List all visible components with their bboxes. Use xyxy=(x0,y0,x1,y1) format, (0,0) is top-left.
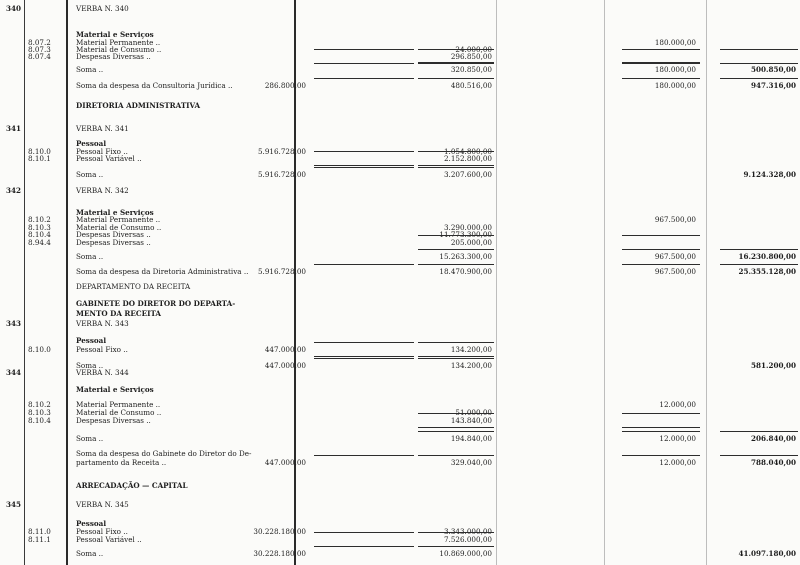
amount-col-2: 15.263.300,00 xyxy=(439,252,492,261)
amount-total: 9.124.328,00 xyxy=(743,170,796,179)
table-row xyxy=(0,238,800,248)
item-description: Material Permanente .. xyxy=(76,215,161,224)
amount-col-1: 30.228.180,00 xyxy=(253,549,306,558)
amount-col-2: 296.850,00 xyxy=(450,52,492,61)
amount-col-3: 967.500,00 xyxy=(654,252,696,261)
table-row xyxy=(0,458,800,468)
sum-rule xyxy=(314,167,414,168)
table-row xyxy=(0,535,800,545)
account-code: 8.10.0 xyxy=(28,345,51,354)
sum-rule xyxy=(622,249,700,250)
account-code: 8.10.4 xyxy=(28,230,51,239)
table-row xyxy=(0,416,800,426)
item-description: Material de Consumo .. xyxy=(76,45,162,54)
amount-col-1: 447.000,00 xyxy=(264,345,306,354)
item-description: Pessoal Fixo .. xyxy=(76,527,128,536)
item-description: Material e Serviços xyxy=(76,30,154,39)
amount-col-2: 3.290.000,00 xyxy=(443,223,492,232)
item-description: VERBA N. 341 xyxy=(76,124,129,133)
item-description: Despesas Diversas .. xyxy=(76,238,151,247)
sum-rule xyxy=(622,427,700,428)
sum-rule xyxy=(418,431,494,432)
sum-rule xyxy=(418,358,494,359)
sum-rule xyxy=(418,167,494,168)
table-row xyxy=(0,252,800,262)
table-row xyxy=(0,549,800,559)
sum-rule xyxy=(314,264,414,265)
table-row xyxy=(0,186,800,196)
table-row xyxy=(0,267,800,277)
item-description: Soma da despesa do Gabinete do Diretor do De- xyxy=(76,449,252,458)
table-row xyxy=(0,154,800,164)
item-description: Pessoal Fixo .. xyxy=(76,147,128,156)
account-code: 8.10.0 xyxy=(28,147,51,156)
sum-rule xyxy=(720,49,798,50)
amount-total: 206.840,00 xyxy=(750,434,796,443)
table-row xyxy=(0,345,800,355)
item-description: Material Permanente .. xyxy=(76,38,161,47)
verba-number: 341 xyxy=(6,124,22,133)
account-code: 8.10.4 xyxy=(28,416,51,425)
sum-rule xyxy=(418,532,494,533)
table-row xyxy=(0,434,800,444)
item-description: Material e Serviços xyxy=(76,208,154,217)
item-description: Soma .. xyxy=(76,65,104,74)
sum-rule xyxy=(418,455,494,456)
sum-rule xyxy=(314,165,414,166)
amount-col-2: 329.040,00 xyxy=(450,458,492,467)
table-row xyxy=(0,500,800,510)
amount-col-3: 967.500,00 xyxy=(654,267,696,276)
table-row xyxy=(0,299,800,309)
sum-rule xyxy=(622,431,700,432)
verba-number: 343 xyxy=(6,319,22,328)
sum-rule xyxy=(720,431,798,432)
item-description: Soma da despesa da Consultoria Jurídica .. xyxy=(76,81,233,90)
sum-rule xyxy=(418,413,494,414)
sum-rule xyxy=(418,235,494,236)
table-row xyxy=(0,385,800,395)
item-description: Material Permanente .. xyxy=(76,400,161,409)
account-code: 8.10.2 xyxy=(28,400,51,409)
item-description: VERBA N. 342 xyxy=(76,186,129,195)
sum-rule xyxy=(418,264,494,265)
sum-rule xyxy=(418,546,494,547)
verba-number: 345 xyxy=(6,500,22,509)
amount-col-3: 180.000,00 xyxy=(654,38,696,47)
sum-rule xyxy=(622,78,700,79)
sum-rule xyxy=(418,249,494,250)
sum-rule xyxy=(314,342,414,343)
amount-total: 25.355.128,00 xyxy=(738,267,796,276)
table-row xyxy=(0,124,800,134)
sum-rule xyxy=(314,78,414,79)
table-row xyxy=(0,368,800,378)
item-description: Despesas Diversas .. xyxy=(76,52,151,61)
amount-total: 788.040,00 xyxy=(750,458,796,467)
amount-col-2: 143.840,00 xyxy=(450,416,492,425)
sum-rule xyxy=(418,342,494,343)
item-description: Soma .. xyxy=(76,170,104,179)
amount-col-3: 12.000,00 xyxy=(659,434,696,443)
account-code: 8.10.1 xyxy=(28,154,51,163)
amount-col-1: 5.916.728,00 xyxy=(257,147,306,156)
amount-col-2: 134.200,00 xyxy=(450,345,492,354)
amount-col-1: 447.000,00 xyxy=(264,361,306,370)
account-code: 8.07.4 xyxy=(28,52,51,61)
sum-rule xyxy=(418,78,494,79)
table-row xyxy=(0,4,800,14)
table-row xyxy=(0,282,800,292)
item-description: VERBA N. 345 xyxy=(76,500,129,509)
sum-rule xyxy=(622,62,700,63)
amount-total: 581.200,00 xyxy=(750,361,796,370)
item-description: Pessoal Variável .. xyxy=(76,154,142,163)
sum-rule xyxy=(720,264,798,265)
table-row xyxy=(0,309,800,319)
table-row xyxy=(0,65,800,75)
sum-rule xyxy=(314,532,414,533)
item-description: Pessoal xyxy=(76,139,107,148)
item-description: Soma .. xyxy=(76,252,104,261)
sum-rule xyxy=(622,235,700,236)
item-description: ARRECADAÇÃO — CAPITAL xyxy=(76,481,188,490)
item-description: Soma .. xyxy=(76,361,104,370)
account-code: 8.07.2 xyxy=(28,38,51,47)
amount-col-1: 30.228.180,00 xyxy=(253,527,306,536)
amount-col-2: 194.840,00 xyxy=(450,434,492,443)
amount-col-3: 180.000,00 xyxy=(654,81,696,90)
sum-rule xyxy=(314,356,414,357)
amount-col-1: 5.916.728,00 xyxy=(257,170,306,179)
verba-number: 340 xyxy=(6,4,22,13)
item-description: DIRETORIA ADMINISTRATIVA xyxy=(76,101,201,110)
item-description: Pessoal Fixo .. xyxy=(76,345,128,354)
amount-col-1: 286.800,00 xyxy=(264,81,306,90)
sum-rule xyxy=(622,63,700,64)
item-description: Despesas Diversas .. xyxy=(76,230,151,239)
amount-col-2: 134.200,00 xyxy=(450,361,492,370)
sum-rule xyxy=(314,455,414,456)
item-description: partamento da Receita .. xyxy=(76,458,167,467)
sum-rule xyxy=(418,63,494,64)
item-description: Pessoal xyxy=(76,519,107,528)
amount-col-2: 10.869.000,00 xyxy=(439,549,492,558)
item-description: GABINETE DO DIRETOR DO DEPARTA- xyxy=(76,299,236,308)
sum-rule xyxy=(314,151,414,152)
amount-col-2: 2.152.800,00 xyxy=(443,154,492,163)
account-code: 8.11.0 xyxy=(28,527,51,536)
amount-col-1: 5.916.728,00 xyxy=(257,267,306,276)
item-description: Pessoal Variável .. xyxy=(76,535,142,544)
amount-col-3: 967.500,00 xyxy=(654,215,696,224)
item-description: VERBA N. 343 xyxy=(76,319,129,328)
table-row xyxy=(0,52,800,62)
item-description: Soma da despesa da Diretoria Administrativa .. xyxy=(76,267,249,276)
amount-col-2: 18.470.900,00 xyxy=(439,267,492,276)
table-row xyxy=(0,319,800,329)
table-row xyxy=(0,101,800,111)
account-code: 8.11.1 xyxy=(28,535,51,544)
amount-col-3: 12.000,00 xyxy=(659,400,696,409)
verba-number: 342 xyxy=(6,186,22,195)
sum-rule xyxy=(622,49,700,50)
amount-total: 41.097.180,00 xyxy=(738,549,796,558)
table-row xyxy=(0,481,800,491)
sum-rule xyxy=(314,49,414,50)
item-description: DEPARTAMENTO DA RECEITA xyxy=(76,282,191,291)
item-description: VERBA N. 340 xyxy=(76,4,129,13)
account-code: 8.10.2 xyxy=(28,215,51,224)
sum-rule xyxy=(418,49,494,50)
account-code: 8.10.3 xyxy=(28,223,51,232)
item-description: Material e Serviços xyxy=(76,385,154,394)
item-description: Despesas Diversas .. xyxy=(76,416,151,425)
item-description: MENTO DA RECEITA xyxy=(76,309,161,318)
amount-col-2: 205.000,00 xyxy=(450,238,492,247)
sum-rule xyxy=(720,63,798,64)
table-row xyxy=(0,81,800,91)
item-description: Material de Consumo .. xyxy=(76,408,162,417)
sum-rule xyxy=(720,249,798,250)
sum-rule xyxy=(720,455,798,456)
item-description: Soma .. xyxy=(76,549,104,558)
sum-rule xyxy=(622,264,700,265)
amount-col-1: 447.000,00 xyxy=(264,458,306,467)
sum-rule xyxy=(418,356,494,357)
amount-total: 947.316,00 xyxy=(750,81,796,90)
sum-rule xyxy=(418,62,494,63)
item-description: VERBA N. 344 xyxy=(76,368,129,377)
amount-col-2: 7.526.000,00 xyxy=(443,535,492,544)
sum-rule xyxy=(418,427,494,428)
account-code: 8.10.3 xyxy=(28,408,51,417)
amount-total: 16.230.800,00 xyxy=(738,252,796,261)
verba-number: 344 xyxy=(6,368,22,377)
amount-col-2: 3.207.600,00 xyxy=(443,170,492,179)
item-description: Pessoal xyxy=(76,336,107,345)
sum-rule xyxy=(622,413,700,414)
amount-col-2: 480.516,00 xyxy=(450,81,492,90)
sum-rule xyxy=(314,358,414,359)
sum-rule xyxy=(622,455,700,456)
amount-col-3: 12.000,00 xyxy=(659,458,696,467)
sum-rule xyxy=(418,151,494,152)
account-code: 8.94.4 xyxy=(28,238,51,247)
account-code: 8.07.3 xyxy=(28,45,51,54)
amount-col-2: 320.850,00 xyxy=(450,65,492,74)
amount-col-3: 180.000,00 xyxy=(654,65,696,74)
table-row xyxy=(0,170,800,180)
item-description: Soma .. xyxy=(76,434,104,443)
sum-rule xyxy=(314,63,414,64)
item-description: Material de Consumo .. xyxy=(76,223,162,232)
sum-rule xyxy=(314,546,414,547)
sum-rule xyxy=(720,78,798,79)
amount-total: 500.850,00 xyxy=(750,65,796,74)
sum-rule xyxy=(418,165,494,166)
